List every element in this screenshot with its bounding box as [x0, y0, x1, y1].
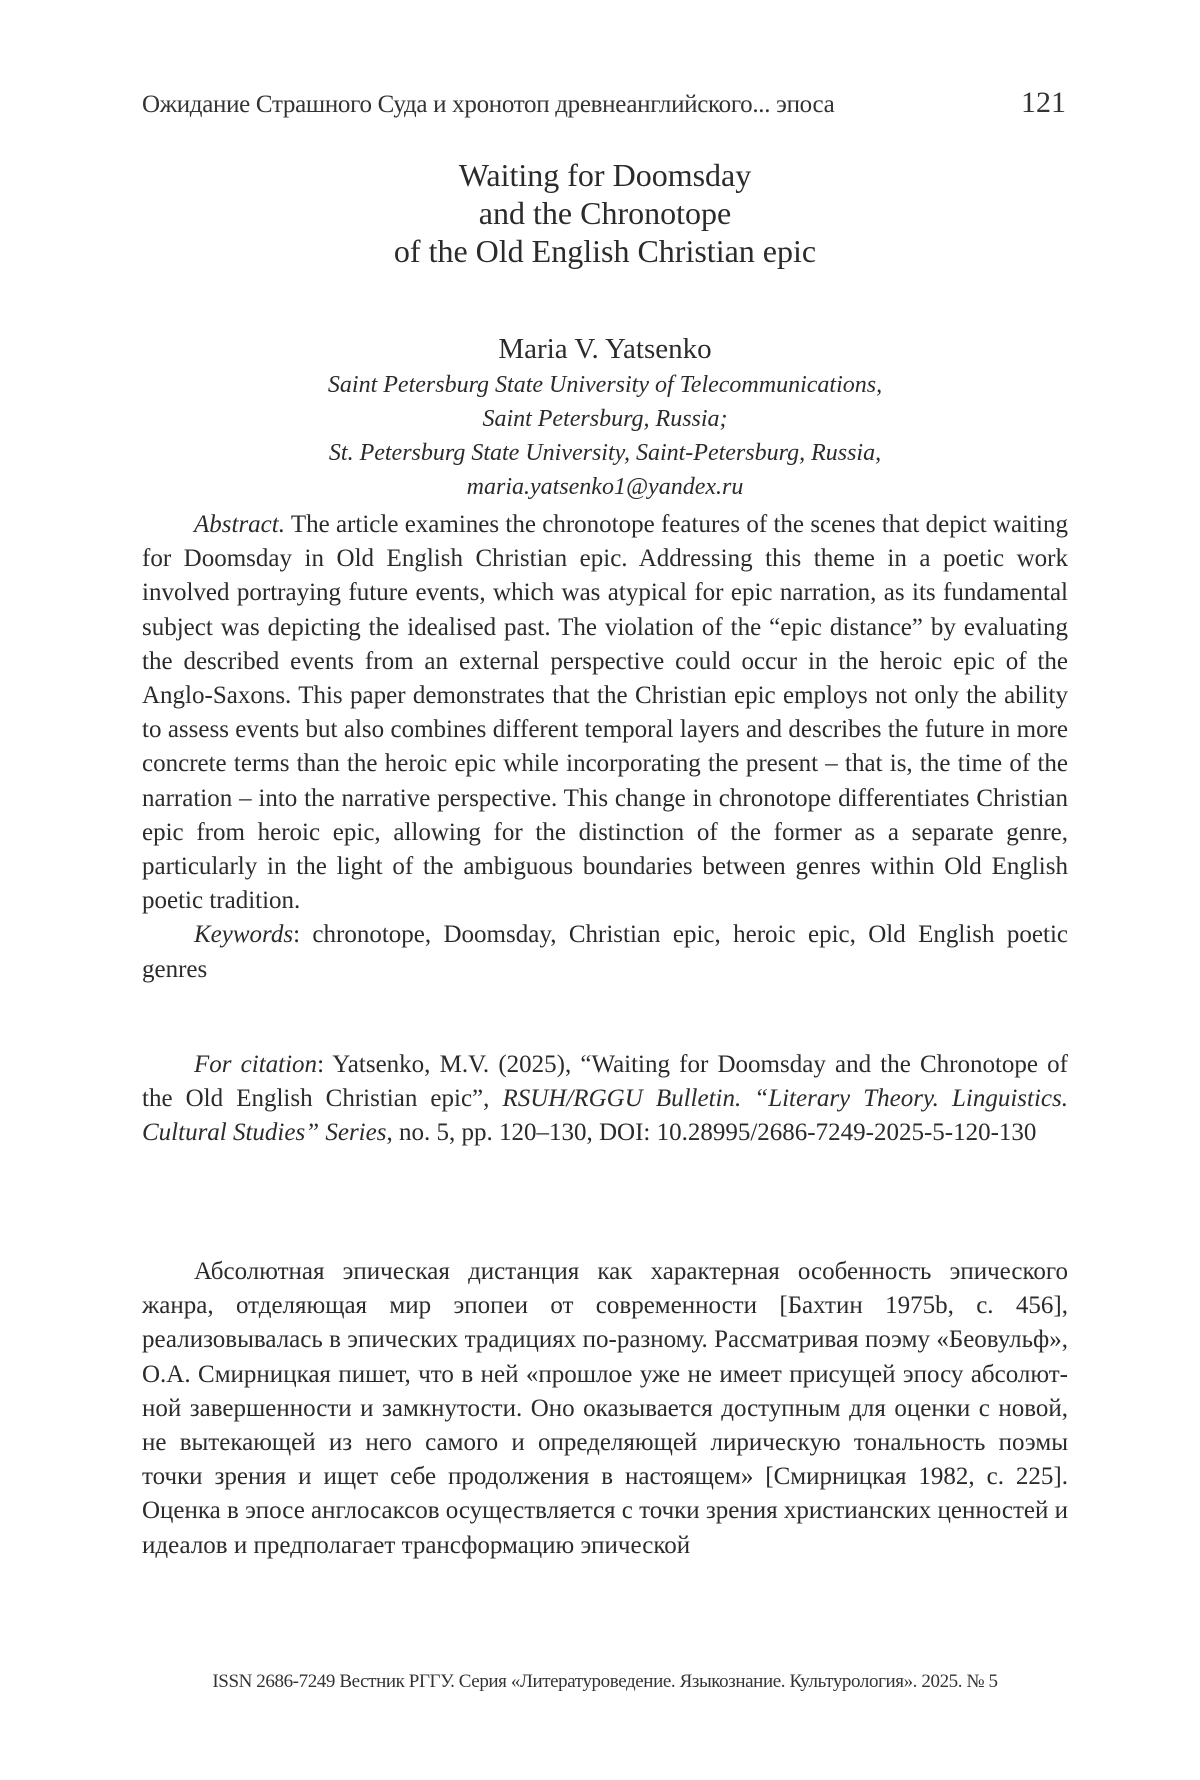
running-head-title: Ожидание Страшного Суда и хронотоп древнеанглийского... эпоса	[142, 91, 835, 118]
affiliation-line: Saint Petersburg, Russia;	[482, 406, 728, 432]
abstract-label: Abstract.	[194, 511, 285, 538]
running-head	[142, 88, 1068, 122]
citation-journal: RSUH/RGGU Bulletin. “Literary Theory. Linguistics. Cultural Studies” Series	[142, 1085, 1068, 1147]
keywords-paragraph	[142, 918, 1068, 986]
affiliation-line: Saint Petersburg State University of Telecommunications,	[327, 372, 883, 398]
keywords-label: Keywords	[194, 921, 294, 949]
citation-details: , no. 5, pp. 120–130, DOI: 10.28995/2686-7249-2025-5-120-130	[386, 1119, 1037, 1147]
author-email: maria.yatsenko1@yandex.ru	[466, 474, 744, 500]
body-text	[142, 1255, 1068, 1563]
article-title	[142, 156, 1068, 270]
citation-paragraph	[142, 1048, 1068, 1151]
body-paragraph: Абсолютная эпическая дистанция как характерная особенность эпического жанра, отделяющая мир эпопеи от современности [Бахтин 1975b, с. 456], реализовывалась в эпических традициях по-разному. Рассматривая поэму «Беовульф», О.А. Смирницкая пишет, что в ней «прошлое уже не имеет присущей эпосу абсолютной завершенности и замкнутости. Оно оказывается доступным для оценки с новой, не вытекающей из него самого и определяющей лирическую тональность поэмы точки зрения и ищет себе продолжения в настоящем» [Смирницкая 1982, с. 225]. Оценка в эпосе англосаксов осуществляется с точки зрения христианских ценностей и идеалов и предполагает трансформацию эпической	[142, 1258, 1069, 1559]
affiliation-line: St. Petersburg State University, Saint-Petersburg, Russia,	[328, 440, 882, 466]
page-number: 121	[1021, 86, 1066, 119]
keywords-text: : chronotope, Doomsday, Christian epic, heroic epic, Old English poetic genres	[142, 921, 1068, 983]
citation-text: : Yatsenko, M.V. (2025), “Waiting for Doomsday and the Chronotope of the Old English Christian epic”,	[142, 1051, 1068, 1113]
page-footer: ISSN 2686-7249 Вестник РГГУ. Серия «Литературоведение. Языкознание. Культурология». 2025. № 5	[212, 1671, 998, 1692]
author-block	[142, 330, 1068, 504]
article-title-line: of the Old English Christian epic	[393, 233, 817, 269]
abstract-paragraph	[142, 508, 1068, 918]
author-name: Maria V. Yatsenko	[498, 333, 712, 365]
citation-label: For citation	[194, 1051, 318, 1078]
article-title-line: and the Chronotope	[478, 195, 732, 231]
abstract-text: The article examines the chronotope features of the scenes that depict waiting for Doomsday in Old English Christian epic. Addressing this theme in a poetic work involved portraying future events, which was atypical for epic narration, as its fundamental subject was depicting the idealised past. The violation of the “epic distance” by evaluating the described events from an external perspective could occur in the heroic epic of the Anglo-Saxons. This paper demonstrates that the Christian epic employs not only the ability to assess events but also combines different temporal layers and describes the future in more concrete terms than the heroic epic while incorporating the present – that is, the time of the narration – into the narrative perspective. This change in chronotope differentiates Christian epic from heroic epic, allowing for the distinction of the former as a separate genre, particularly in the light of the ambiguous boundaries between genres within Old English poetic tradition.	[142, 511, 1068, 915]
abstract-section	[142, 508, 1068, 987]
article-title-line: Waiting for Doomsday	[458, 157, 752, 193]
citation-section	[142, 1048, 1068, 1151]
